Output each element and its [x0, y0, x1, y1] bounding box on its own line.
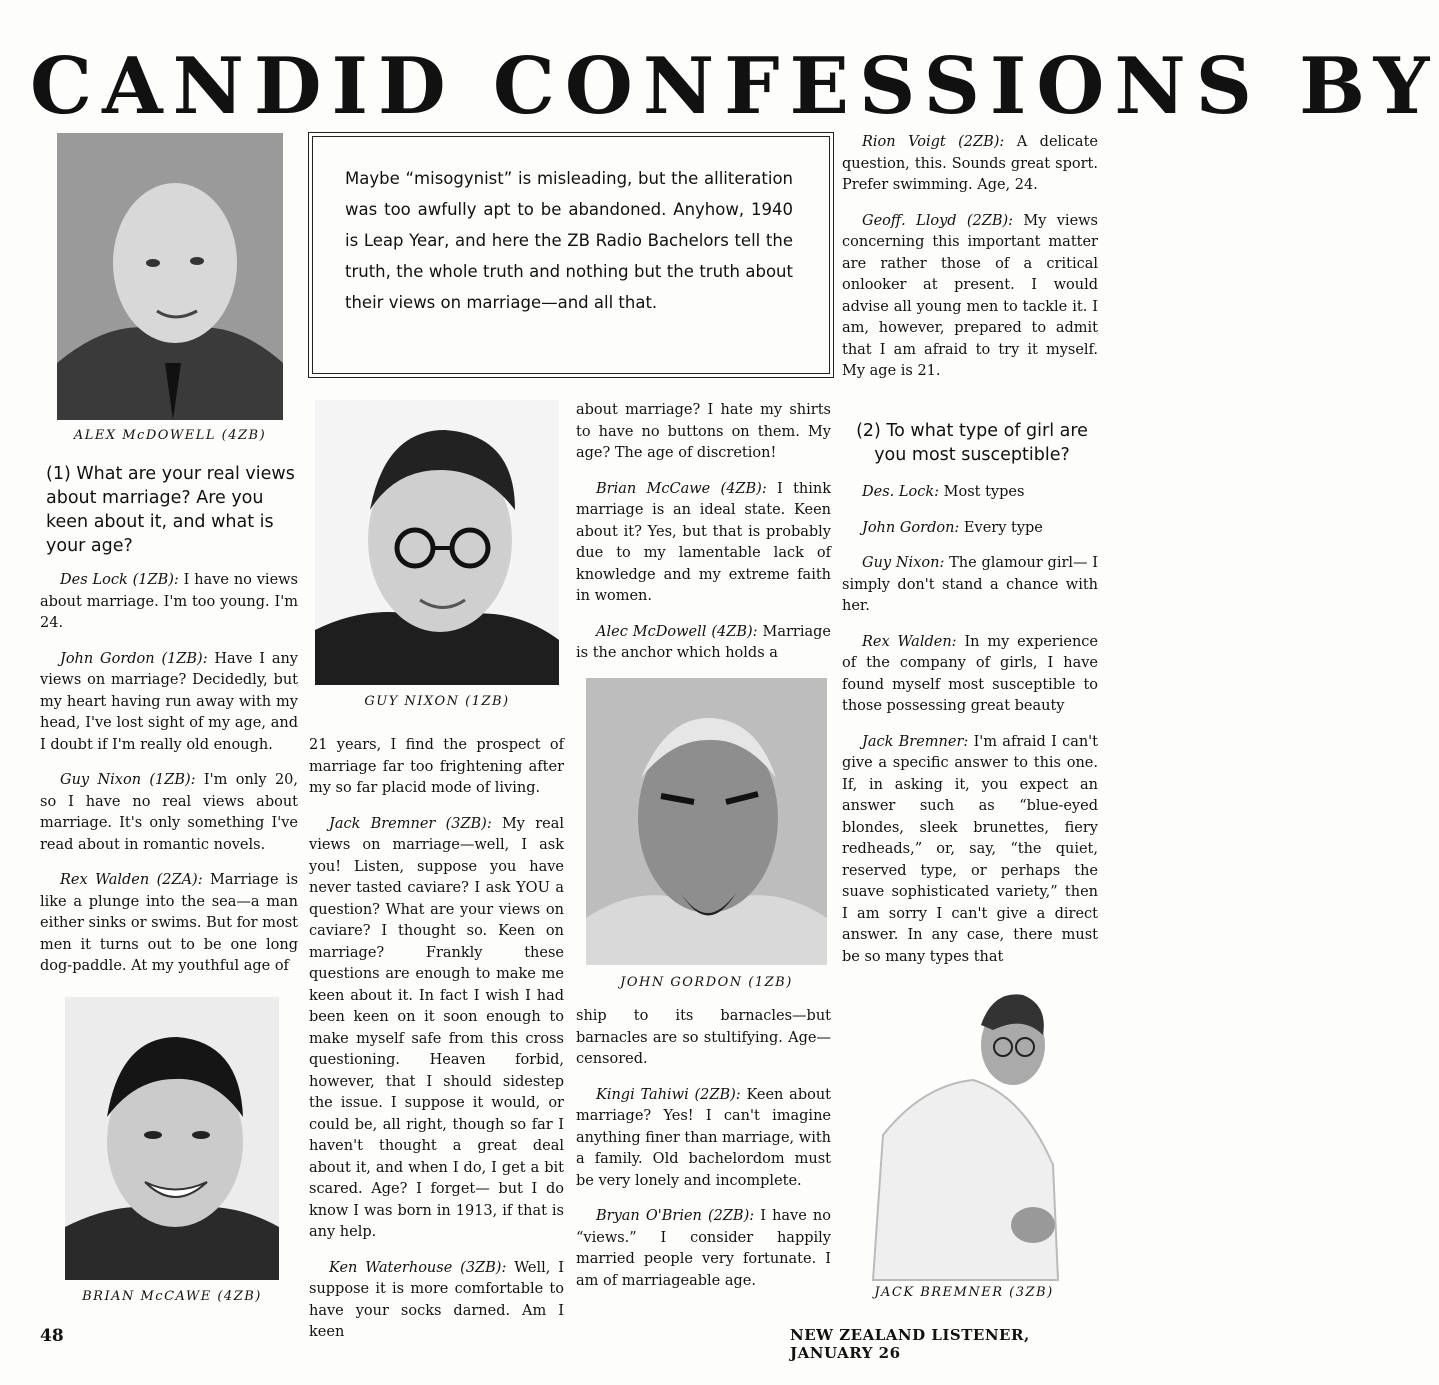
answer-text: I have no “views.” I consider happily married people very fortunate. I am of marriageable age. [576, 1208, 832, 1289]
column-3-top [576, 400, 831, 679]
answer-text: Most types [943, 484, 1025, 500]
speaker-name: Rex Walden: [862, 633, 957, 650]
caption-john-gordon: JOHN GORDON (1ZB) [620, 975, 793, 990]
photo-brian-mccawe [65, 997, 279, 1280]
answer-paragraph [842, 553, 1098, 618]
answer-text: Have I any views on marriage? Decidedly, but my heart having run away with my head, I've lost sight of my age, and I doubt if I'm really old enough. [40, 650, 298, 753]
answer-paragraph [40, 649, 298, 757]
answer-text: Marriage is the anchor which holds a [576, 623, 831, 661]
speaker-name: Kingi Tahiwi (2ZB): [596, 1086, 741, 1103]
answer-paragraph [40, 870, 298, 978]
answer-paragraph [842, 482, 1098, 504]
column-1 [40, 570, 298, 992]
photo-john-gordon [586, 678, 827, 965]
speaker-name: Des. Lock: [862, 484, 940, 500]
answer-paragraph [40, 570, 298, 635]
answer-paragraph [576, 1206, 831, 1292]
publication-line: NEW ZEALAND LISTENER, JANUARY 26 [790, 1326, 1030, 1362]
answer-paragraph [842, 132, 1098, 197]
column-3-bottom [576, 1006, 831, 1306]
answer-text: ship to its barnacles—but barnacles are so stultifying. Age—censored. [576, 1008, 831, 1067]
answer-paragraph [576, 622, 831, 665]
speaker-name: Guy Nixon: [862, 555, 945, 571]
headline: CANDID CONFESSIONS BY [30, 41, 1439, 132]
answer-paragraph [842, 632, 1098, 718]
speaker-name: Alec McDowell (4ZB): [596, 623, 758, 640]
caption-brian-mccawe: BRIAN McCAWE (4ZB) [82, 1289, 262, 1304]
speaker-name: Bryan O'Brien (2ZB): [596, 1208, 755, 1224]
answer-paragraph [576, 1006, 831, 1071]
answer-paragraph [309, 814, 564, 1244]
answer-text: A delicate question, this. Sounds great sport. Prefer swimming. Age, 24. [842, 134, 1098, 193]
intro-box [308, 132, 834, 378]
answer-text: I'm afraid I can't give a specific answer to this one. If, in asking it, you expect an answer such as “blue-eyed blondes, sleek brunettes, fiery redheads,” or, say, “the quiet, reserved type, or perhaps the suave sophisticated variety,” then I am sorry I can't give a direct answer. In any case, there must be so many types that [842, 733, 1098, 965]
column-4-bottom [842, 482, 1098, 982]
question-2: (2) To what type of girl are you most susceptible? [856, 421, 1088, 465]
answer-text: I think marriage is an ideal state. Keen about it? Yes, but that is probably due to my lamentable lack of knowledge and my extreme faith in women. [576, 480, 832, 604]
answer-paragraph [309, 1258, 564, 1344]
speaker-name: Jack Bremner (3ZB): [329, 815, 492, 832]
speaker-name: Geoff. Lloyd (2ZB): [862, 212, 1014, 229]
answer-text: My real views on marriage—well, I ask you! Listen, suppose you have never tasted caviare? I ask YOU a question? What are your views on caviare? I thought so. Keen on marriage? Frankly these questions are enough to make me keen about it. In fact I wish I had been keen on it soon enough to make myself safe from this cross questioning. Heaven forbid, however, that I should sidestep the issue. I suppose it would, or could be, all right, though so far I haven't thought a great deal about it, and when I do, I get a bit scared. Age? I forget— but I do know I was born in 1913, if that is any help. [309, 815, 564, 1240]
answer-text: 21 years, I find the prospect of marriage far too frightening after my so far placid mode of living. [309, 737, 564, 796]
column-4-top [842, 132, 1098, 397]
speaker-name: Brian McCawe (4ZB): [596, 480, 767, 497]
speaker-name: Jack Bremner: [862, 733, 969, 750]
answer-paragraph [576, 479, 831, 608]
answer-paragraph [842, 732, 1098, 969]
answer-paragraph [576, 400, 831, 465]
speaker-name: John Gordon (1ZB): [60, 650, 208, 667]
answer-text: about marriage? I hate my shirts to have no buttons on them. My age? The age of discretion! [576, 402, 831, 461]
answer-text: I have no views about marriage. I'm too young. I'm 24. [40, 572, 299, 631]
speaker-name: Ken Waterhouse (3ZB): [329, 1259, 507, 1276]
caption-guy-nixon: GUY NIXON (1ZB) [364, 694, 510, 709]
answer-text: My views concerning this important matter are rather those of a critical onlooker at present. I would advise all young men to tackle it. I am, however, prepared to admit that I am afraid to try it myself. My age is 21. [842, 212, 1098, 379]
speaker-name: Rex Walden (2ZA): [60, 872, 203, 888]
answer-text: Marriage is like a plunge into the sea—a man either sinks or swims. But for most men it turns out to be one long dog-paddle. At my youthful age of [40, 872, 299, 974]
question-1: (1) What are your real views about marriage? Are you keen about it, and what is your age? [46, 464, 295, 556]
answer-paragraph [576, 1085, 831, 1193]
answer-text: Keen about marriage? Yes! I can't imagine anything finer than marriage, with a family. Old bachelordom must be very lonely and incomplete. [576, 1086, 831, 1189]
photo-alex-mcdowell [57, 133, 283, 420]
answer-paragraph [842, 518, 1098, 540]
answer-text: Well, I suppose it is more comfortable to have your socks darned. Am I keen [309, 1259, 564, 1340]
speaker-name: Guy Nixon (1ZB): [60, 772, 196, 788]
answer-paragraph [842, 211, 1098, 383]
column-2 [309, 735, 564, 1358]
answer-paragraph [309, 735, 564, 800]
speaker-name: Rion Voigt (2ZB): [862, 134, 1005, 150]
speaker-name: Des Lock (1ZB): [60, 572, 179, 588]
page-number: 48 [40, 1326, 64, 1346]
caption-alex-mcdowell: ALEX McDOWELL (4ZB) [73, 428, 267, 443]
answer-text: In my experience of the company of girls, I have found myself most susceptible to those possessing great beauty [842, 633, 1098, 714]
intro-text: Maybe “misogynist” is misleading, but the alliteration was too awfully apt to be abandoned. Anyhow, 1940 is Leap Year, and here the ZB Radio Bachelors tell the truth, the whole truth and nothing but the truth about their views on marriage—and all that. [345, 169, 793, 312]
answer-text: I'm only 20, so I have no real views about marriage. It's only something I've read about in romantic novels. [40, 772, 299, 853]
photo-jack-bremner [853, 985, 1075, 1280]
answer-paragraph [40, 770, 298, 856]
answer-text: Every type [963, 519, 1043, 536]
caption-jack-bremner: JACK BREMNER (3ZB) [874, 1285, 1054, 1300]
photo-guy-nixon [315, 400, 559, 685]
speaker-name: John Gordon: [862, 519, 960, 536]
answer-text: The glamour girl— I simply don't stand a chance with her. [842, 555, 1099, 614]
